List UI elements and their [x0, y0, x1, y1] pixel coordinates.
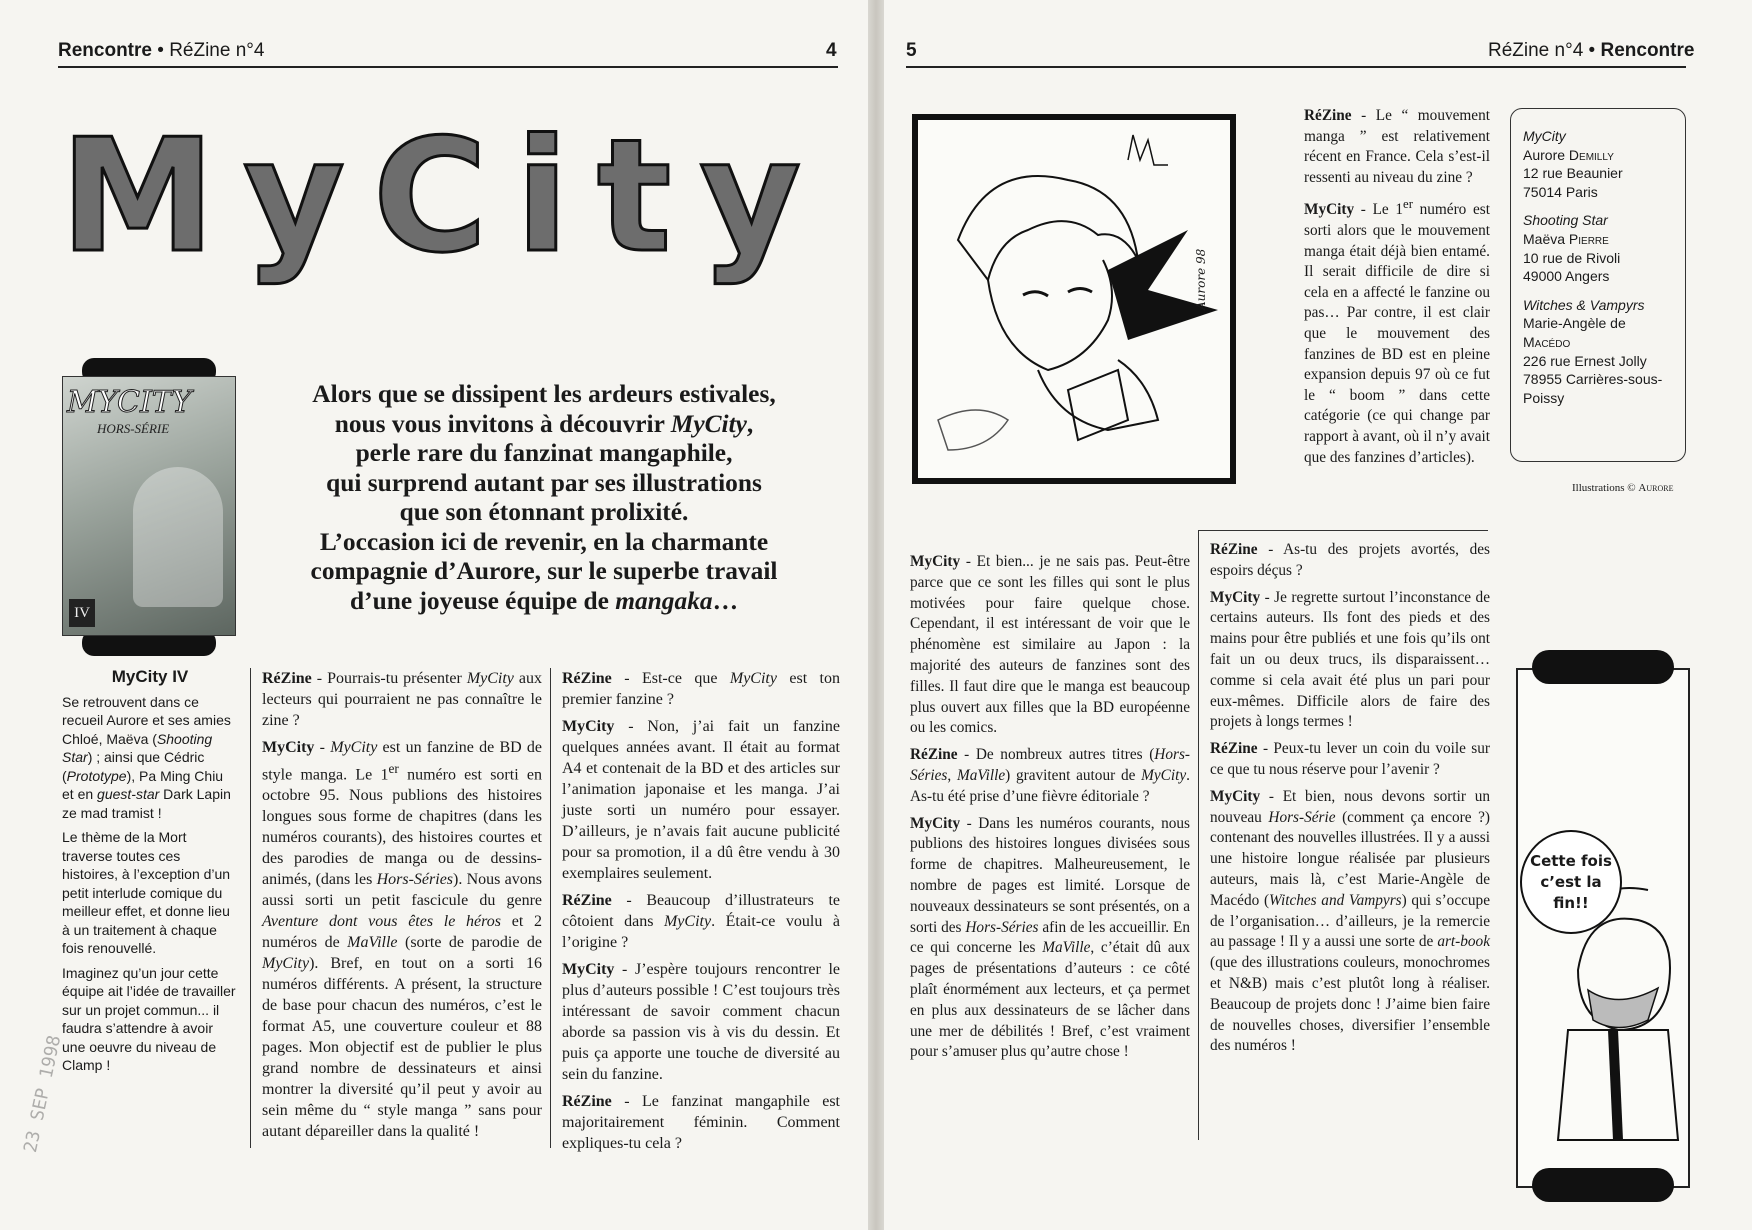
- question: RéZine - Beaucoup d’illustrateurs te côtoient dans MyCity. Était-ce voulu à l’origine ?: [562, 892, 840, 951]
- question: RéZine - As-tu des projets avortés, des espoirs déçus ?: [1210, 541, 1490, 579]
- question: RéZine - De nombreux autres titres (Hors-Séries, MaVille) gravitent autour de MyCity. As-tu été prise d’une fièvre éditoriale ?: [910, 746, 1190, 805]
- intro-line: que son étonnant prolixité.: [399, 498, 689, 526]
- address-entry: Witches & Vampyrs Marie-Angèle de Macédo 226 rue Ernest Jolly 78955 Carrières-sous-Poissy: [1523, 296, 1663, 406]
- header-issue: RéZine n°4: [169, 40, 265, 61]
- intro-line: compagnie d’Aurore, sur le superbe travail: [310, 557, 778, 585]
- page-number: 5: [906, 40, 917, 61]
- intro-line: Alors que se dissipent les ardeurs estivales,: [312, 380, 776, 408]
- interview-column-1: [262, 668, 542, 1148]
- manga-girl-drawing: [918, 120, 1230, 478]
- intro-line: ,: [746, 409, 754, 438]
- column-divider: [250, 668, 251, 1148]
- binding-gutter: [868, 0, 884, 1230]
- question: RéZine - Peux-tu lever un coin du voile sur ce que tu nous réserve pour l’avenir ?: [1210, 740, 1490, 778]
- sidebar-paragraph: Le thème de la Mort traverse toutes ces histoires, à l’exception d’un petit interlude comique du meilleur effet, et donne lieu à un traitement à chaque fois renouvellé.: [62, 829, 231, 956]
- speech-bubble: Cette fois c’est la fin!!: [1520, 830, 1622, 934]
- intro-line: qui surprend autant par ses illustrations: [326, 468, 762, 497]
- intro-italic: mangaka: [615, 586, 713, 615]
- answer: MyCity - Non, j’ai fait un fanzine quelques années avant. Il était au format A4 et contenait de la BD et des articles sur l’animation japonaise et les manga. J’ai juste sorti un numéro pour essayer. D’ailleurs, je n’avais fait aucune publicité pour sa promotion, il a dû être vendu à 30 exemplaires seulement.: [562, 718, 840, 882]
- intro-line: d’une joyeuse équipe de: [350, 586, 616, 615]
- question: RéZine - Le “ mouvement manga ” est relativement récent en France. Cela s’est-il ressenti au niveau du zine ?: [1304, 107, 1490, 186]
- cover-issue-number: IV: [69, 599, 95, 627]
- page-header: [1488, 40, 1694, 62]
- answer: MyCity - Dans les numéros courants, nous publions des histoires longues divisées sous forme de chapitres. Malheureusement, le nombre de pages est limité. Lorsque de nouveaux dessinateurs se sont présentés, on a sorti des Hors-Séries afin de les accueillir. En ce qui concerne les MaVille, c’était dû aux pages de présentations d’auteurs : ce côté plaît énormément aux lecteurs, et ça permet en plus aux dessinateurs de se lâcher dans une mer de débilités ! Bref, c’est vraiment pour s’amuser plus qu’autre chose !: [910, 814, 1190, 1061]
- question: RéZine - Pourrais-tu présenter MyCity aux lecteurs qui pourraient ne pas connaître le zine ?: [262, 670, 542, 729]
- cover-figure: [133, 467, 223, 607]
- cover-logo: MYCITY: [67, 385, 192, 420]
- comic-bottom-tab: [1532, 1168, 1674, 1202]
- interview-column-3: [910, 552, 1190, 1069]
- answer: MyCity - J’espère toujours rencontrer le plus d’auteurs possible ! C’est toujours très intéressant de savoir comment chacun aborde sa passion vis à vis du dessin. Et puis ça apporte une touche de diversité au sein du fanzine.: [562, 961, 840, 1083]
- comic-strip-panel: [1516, 668, 1690, 1188]
- left-page: [0, 0, 868, 1230]
- header-rule: [906, 66, 1686, 68]
- intro-paragraph: [266, 380, 822, 616]
- intro-line: L’occasion ici de revenir, en la charmante: [319, 527, 769, 556]
- date-stamp: 23 SEP 1998: [20, 1033, 66, 1155]
- interview-column-2: [562, 668, 840, 1160]
- address-entry: Shooting Star Maëva Pierre 10 rue de Rivoli 49000 Angers: [1523, 212, 1621, 285]
- intro-line: nous vous invitons à découvrir: [334, 409, 671, 438]
- sidebar-paragraph: Imaginez qu’un jour cette équipe ait l’idée de travailler sur un projet commun... il faudra s’attendre à avoir une oeuvre du niveau de Clamp !: [62, 964, 236, 1073]
- column-divider: [1198, 530, 1199, 1140]
- article-title: MyCity: [60, 105, 830, 287]
- comic-character-drawing: [1518, 670, 1688, 1186]
- answer: MyCity - Et bien... je ne sais pas. Peut-être parce que ce sont les filles qui sont le plus motivées pour faire quelque chose. Cependant, il est intéressant de voir que le phénomène est similaire au Japon : la majorité des auteurs de fanzines sont des filles. Il faut dire que le manga est beaucoup plus ouvert aux filles que la BD européenne ou les comics.: [910, 553, 1190, 737]
- page-header: [58, 40, 264, 62]
- answer: MyCity - Le 1er numéro est sorti alors que le mouvement manga était déjà bien entamé. Il serait difficile de dire si cela en a affecté le fanzine ou pas… Par contre, il est clair que le mouvement des fanzines de BD est en pleine expansion depuis 97 où ce fut le “ boom ” dans cette catégorie (ce qui change par rapport à avant, où il n’y avait que des fanzines d’articles).: [1304, 197, 1490, 466]
- manga-illustration: [912, 114, 1236, 484]
- cover-subtitle: HORS-SÉRIE: [97, 421, 170, 436]
- comic-top-tab: [1532, 650, 1674, 684]
- column-divider: [550, 668, 551, 1148]
- question: RéZine - Le fanzinat mangaphile est majoritairement féminin. Comment expliques-tu cela ?: [562, 1093, 840, 1152]
- sidebar-mycity-iv: [62, 668, 238, 1081]
- answer: MyCity - Je regrette surtout l’inconstance de certains auteurs. Ils font des pieds et des mains pour être publiés et une fois qu’ils ont fait un ou deux trucs, ils disparaissent… comme si cela avait été plus un pari pour eux-mêmes. Difficile alors de faire des projets à longs termes !: [1210, 588, 1490, 731]
- header-issue: RéZine n°4: [1488, 40, 1584, 61]
- header-separator: •: [1583, 40, 1601, 61]
- answer: MyCity - MyCity est un fanzine de BD de style manga. Le 1er numéro est sorti en octobre 95. Nous publions des histoires longues sous forme de chapitres (dans les numéros courants), des histoires courtes et des parodies de manga ou de dessins-animés, (dans les Hors-Séries). Nous avons aussi sorti un petit fascicule du genre Aventure dont vous êtes le héros et 2 numéros de MaVille (sorte de parodie de MyCity). Bref, en tout on a sorti 16 numéros différents. A présent, la structure de base pour chacun des numéros, c’est le format A5, une couverture couleur et 88 pages. Mon objectif est de publier le plus grand nombre de dessinateurs et ainsi montrer la diversité qu’il peut y avoir au sein même du “ style manga ” sans pour autant dépareiller dans la qualité !: [262, 739, 543, 1141]
- header-section: Rencontre: [1600, 40, 1695, 61]
- header-separator: •: [151, 40, 170, 61]
- address-box: [1510, 108, 1686, 462]
- illustration-signature: Aurore 98: [1194, 248, 1208, 310]
- intro-line: perle rare du fanzinat mangaphile,: [355, 439, 733, 467]
- sidebar-title: MyCity IV: [111, 667, 189, 686]
- intro-line: …: [712, 586, 738, 615]
- interview-column-top: [1304, 106, 1490, 474]
- mycity-cover-image: [62, 376, 236, 636]
- horizontal-rule: [1198, 530, 1488, 531]
- answer: MyCity - Et bien, nous devons sortir un nouveau Hors-Série (comment ça encore ?) contenant des nouvelles illustrées. Il y a aussi une histoire longue réalisée par plusieurs auteurs, mais là, c’est Marie-Angèle de Macédo (Witches and Vampyrs) qui s’occupe de l’organisation… d’ailleurs, je la remercie au passage ! Il y a aussi une sorte de art-book (que des illustrations couleurs, monochromes et N&B) mais c’est plutôt long à réaliser. Beaucoup de projets donc ! J’aime bien faire de nouvelles choses, diversifier l’ensemble des numéros !: [1210, 787, 1490, 1055]
- interview-column-4: [1210, 540, 1490, 1063]
- header-section: Rencontre: [58, 40, 152, 61]
- address-entry: MyCity Aurore Demilly 12 rue Beaunier 75014 Paris: [1523, 128, 1623, 200]
- question: RéZine - Est-ce que MyCity est ton premier fanzine ?: [562, 670, 841, 708]
- intro-italic: MyCity: [670, 409, 747, 438]
- page-number: 4: [826, 40, 837, 61]
- sidebar-paragraph: Se retrouvent dans ce recueil Aurore et ses amies Chloé, Maëva (Shooting Star) ; ainsi que Cédric (Prototype), Pa Ming Chiu et en guest-star Dark Lapin ze mad tramist !: [62, 693, 231, 821]
- header-rule: [58, 66, 838, 68]
- illustration-credit: Illustrations © Aurore: [1572, 482, 1674, 494]
